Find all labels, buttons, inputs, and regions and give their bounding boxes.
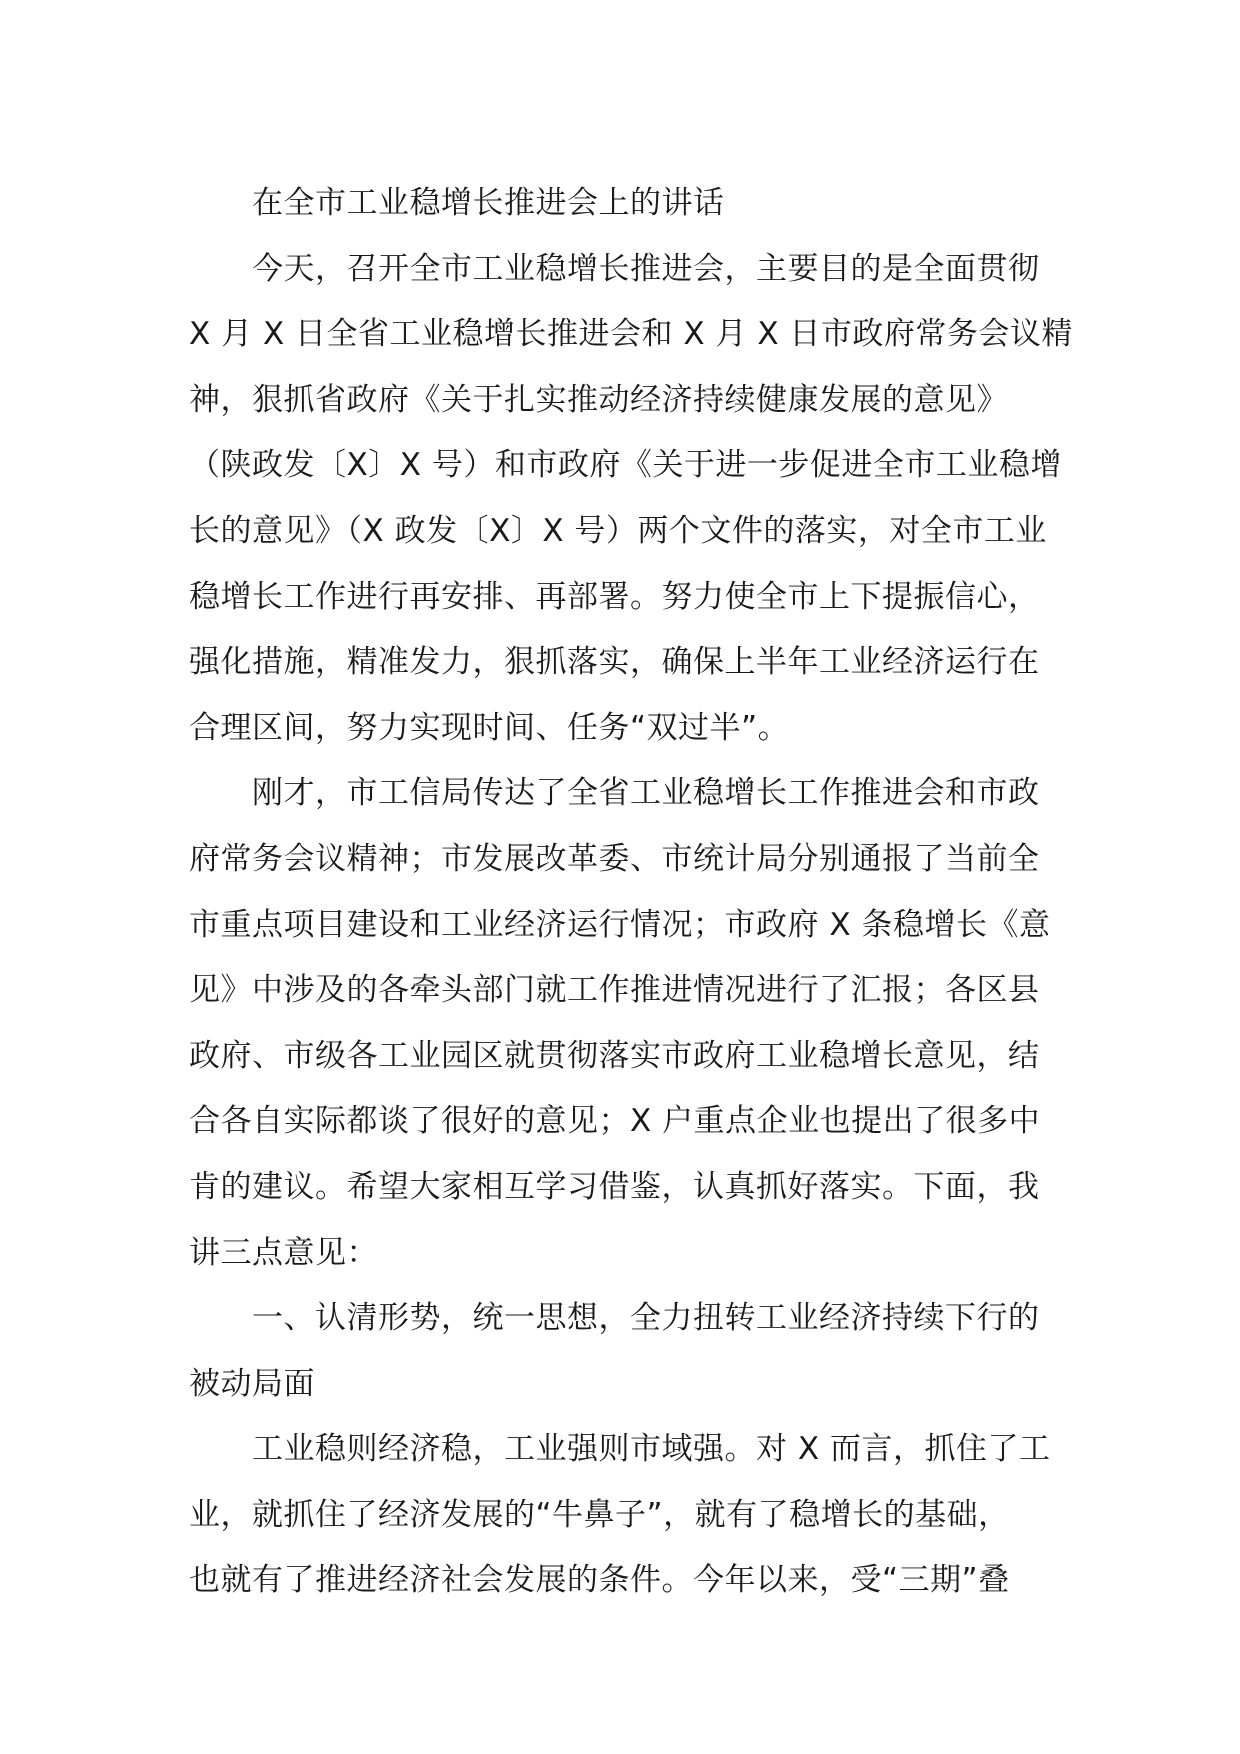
paragraph-line: 合理区间，努力实现时间、任务“双过半”。 [189, 709, 790, 746]
paragraph-line: 政府、市级各工业园区就贯彻落实市政府工业稳增长意见，结 [189, 1037, 1040, 1074]
section-heading-line: 一、认清形势，统一思想，全力扭转工业经济持续下行的 [252, 1300, 1040, 1337]
paragraph-line: 市重点项目建设和工业经济运行情况；市政府 X 条稳增长《意 [189, 906, 1051, 943]
document-body [189, 171, 1073, 1614]
paragraph-line: 讲三点意见： [189, 1234, 378, 1271]
paragraph-line: 肯的建议。希望大家相互学习借鉴，认真抓好落实。下面，我 [189, 1168, 1040, 1205]
paragraph-line: 府常务会议精神；市发展改革委、市统计局分别通报了当前全 [189, 840, 1040, 877]
paragraph-line: 长的意见》（X 政发〔X〕X 号）两个文件的落实，对全市工业 [189, 512, 1047, 549]
paragraph-line: （陕政发〔X〕X 号）和市政府《关于进一步促进全市工业稳增 [189, 447, 1062, 484]
paragraph-line: 合各自实际都谈了很好的意见；X 户重点企业也提出了很多中 [189, 1103, 1041, 1140]
paragraph-line: 强化措施，精准发力，狠抓落实，确保上半年工业经济运行在 [189, 644, 1040, 681]
paragraph-line: X 月 X 日全省工业稳增长推进会和 X 月 X 日市政府常务会议精 [189, 316, 1073, 353]
paragraph-line: 工业稳则经济稳，工业强则市域强。对 X 而言，抓住了工 [252, 1431, 1051, 1468]
paragraph-line: 刚才，市工信局传达了全省工业稳增长工作推进会和市政 [252, 775, 1040, 812]
paragraph-line: 神，狠抓省政府《关于扎实推动经济持续健康发展的意见》 [189, 381, 1008, 418]
paragraph-line: 也就有了推进经济社会发展的条件。今年以来，受“三期”叠 [189, 1562, 1010, 1599]
section-heading-line: 被动局面 [189, 1365, 315, 1402]
paragraph-line: 业，就抓住了经济发展的“牛鼻子”，就有了稳增长的基础， [189, 1496, 1010, 1533]
document-title: 在全市工业稳增长推进会上的讲话 [252, 185, 725, 221]
paragraph-line: 见》中涉及的各牵头部门就工作推进情况进行了汇报；各区县 [189, 972, 1040, 1009]
paragraph-line: 稳增长工作进行再安排、再部署。努力使全市上下提振信心， [189, 578, 1040, 615]
paragraph-line: 今天，召开全市工业稳增长推进会，主要目的是全面贯彻 [252, 250, 1040, 287]
